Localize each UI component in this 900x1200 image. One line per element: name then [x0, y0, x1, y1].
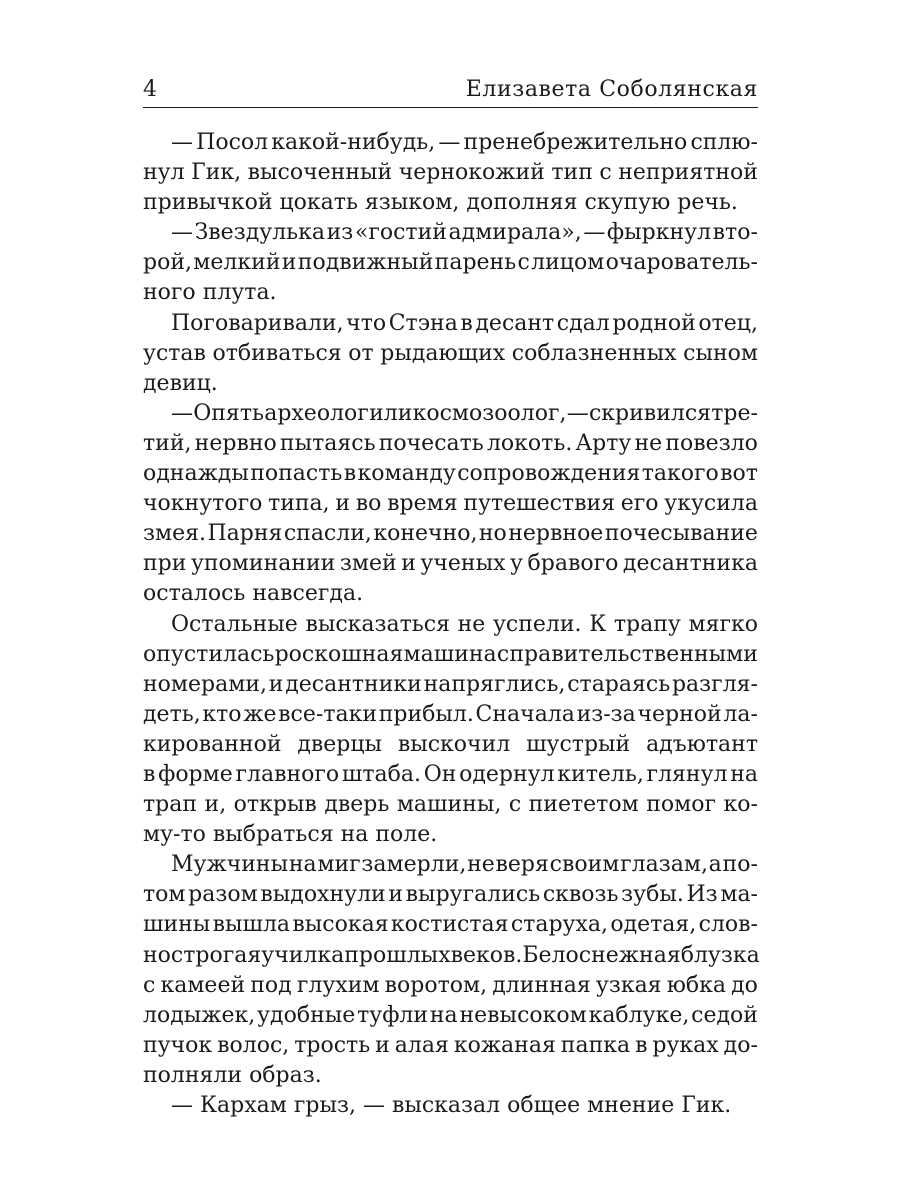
- word: штаба.: [341, 761, 421, 787]
- word: языком,: [364, 190, 467, 216]
- word: скривился: [588, 400, 712, 426]
- word: не: [467, 852, 495, 878]
- word: ма-: [720, 882, 758, 908]
- word: выбраться: [212, 822, 341, 848]
- word: фыркнул: [606, 220, 712, 246]
- word: рыдающих: [380, 340, 506, 366]
- word: сопровождения: [457, 461, 641, 487]
- word: замерли,: [361, 852, 467, 878]
- word: своим: [549, 852, 620, 878]
- word: высказал: [391, 1093, 508, 1118]
- word: змей: [339, 551, 397, 577]
- word: или: [369, 400, 413, 426]
- word: отбиваться: [212, 340, 342, 366]
- word: папка: [560, 1032, 631, 1058]
- word: высокая: [292, 912, 389, 938]
- page-number: 4: [143, 77, 158, 102]
- word: повезло: [665, 430, 758, 456]
- word: глянул: [646, 761, 728, 787]
- word: —: [566, 400, 589, 426]
- word: вот: [720, 461, 758, 487]
- word: десант: [475, 310, 555, 336]
- word: дверь: [324, 792, 390, 818]
- word: высоченный: [247, 160, 393, 186]
- word: не: [634, 430, 663, 456]
- word: —: [171, 400, 193, 426]
- word: номерами,: [143, 671, 268, 697]
- word: напряглись,: [423, 671, 566, 697]
- word: вто-: [712, 220, 758, 246]
- word: до: [731, 972, 758, 998]
- header-rule: [143, 107, 758, 108]
- word: туфли: [357, 1002, 429, 1028]
- word: космозоолог,: [412, 400, 567, 426]
- text-line: [143, 248, 758, 278]
- word: Он: [423, 761, 457, 787]
- text-line: [143, 971, 758, 1001]
- word: —: [362, 1093, 392, 1118]
- word: пытаясь: [279, 430, 376, 456]
- word: Гик.: [681, 1093, 732, 1118]
- word: привычкой: [143, 190, 280, 216]
- word: и: [268, 671, 284, 697]
- word: одетая,: [610, 912, 697, 938]
- word: стараясь: [567, 671, 671, 697]
- word: Из: [686, 882, 718, 908]
- word: Остальные: [171, 611, 298, 637]
- word: с: [508, 792, 522, 818]
- word: подвижный: [297, 250, 434, 276]
- text-line: [143, 1031, 758, 1061]
- word: на: [429, 1002, 458, 1028]
- word: пиететом: [528, 792, 639, 818]
- word: —: [171, 220, 193, 246]
- word: археолог: [264, 400, 369, 426]
- word: очарователь-: [605, 250, 758, 276]
- running-header: [143, 68, 758, 102]
- word: же: [243, 701, 277, 727]
- word: строгая: [170, 942, 262, 968]
- word: лицом: [531, 250, 605, 276]
- word: парень: [434, 250, 517, 276]
- word: разом: [188, 882, 258, 908]
- word: кто: [202, 701, 242, 727]
- word: трап: [143, 792, 198, 818]
- word: конечно,: [373, 521, 478, 547]
- word: при: [143, 551, 187, 577]
- word: пучок: [143, 1032, 213, 1058]
- word: сдал: [556, 310, 610, 336]
- word: училка: [261, 942, 345, 968]
- word: общее: [507, 1093, 588, 1118]
- word: шустрый: [526, 731, 631, 757]
- word: машины,: [396, 792, 502, 818]
- word: соблазненных: [511, 340, 677, 366]
- word: на: [288, 852, 317, 878]
- word: десантника: [622, 551, 758, 577]
- text-line: [143, 1001, 758, 1031]
- word: и: [388, 882, 404, 908]
- word: роскошная: [274, 641, 404, 667]
- word: миг: [317, 852, 361, 878]
- word: —: [171, 1093, 200, 1118]
- word: в: [460, 310, 473, 336]
- word: Арту: [575, 430, 632, 456]
- word: чернокожий: [398, 160, 545, 186]
- word: до-: [723, 1032, 758, 1058]
- word: речь.: [677, 190, 738, 216]
- word: том: [143, 882, 186, 908]
- text-line: [143, 670, 758, 700]
- word: правительственными: [509, 641, 758, 667]
- word: старуха,: [510, 912, 609, 938]
- text-line: [143, 218, 758, 248]
- word: адъютант: [646, 731, 758, 757]
- word: и: [401, 551, 416, 577]
- word: в: [635, 1032, 648, 1058]
- word: с: [517, 250, 530, 276]
- word: лодыжек,: [143, 1002, 256, 1028]
- word: время: [387, 491, 458, 517]
- word: на: [730, 761, 758, 787]
- word: дверцы: [297, 731, 383, 757]
- text-line: [143, 369, 758, 399]
- word: трапу: [613, 611, 681, 637]
- word: устав: [143, 340, 206, 366]
- word: невысоком: [459, 1002, 587, 1028]
- word: удобные: [257, 1002, 356, 1028]
- word: седой: [691, 1002, 758, 1028]
- word: выскочил: [397, 731, 511, 757]
- text-line: [143, 549, 758, 579]
- text-line: [143, 579, 758, 609]
- text-line: [143, 941, 758, 971]
- word: камеей: [160, 972, 246, 998]
- word: воротом,: [384, 972, 488, 998]
- word: в: [143, 761, 156, 787]
- word: тий,: [143, 430, 192, 456]
- word: почесать: [378, 430, 484, 456]
- word: и: [375, 1032, 390, 1058]
- word: —: [438, 130, 461, 155]
- word: пренебрежительно: [463, 130, 688, 155]
- word: волос,: [217, 1032, 290, 1058]
- word: глухим: [296, 972, 380, 998]
- word: с: [496, 641, 510, 667]
- word: из: [326, 220, 354, 246]
- word: грыз,: [293, 1093, 363, 1118]
- word: команду: [357, 461, 456, 487]
- word: локоть.: [486, 430, 573, 456]
- word: зубы.: [621, 882, 684, 908]
- word: змея.: [143, 521, 207, 547]
- word: что: [346, 310, 387, 336]
- word: опустилась: [143, 641, 275, 667]
- word: Сначала: [475, 701, 575, 727]
- word: чокнутого: [143, 491, 263, 517]
- word: тре-: [711, 400, 758, 426]
- text-line: [143, 1091, 758, 1121]
- word: нервно: [194, 430, 277, 456]
- word: образ.: [249, 1062, 322, 1088]
- word: с: [599, 160, 612, 186]
- text-line: [143, 158, 758, 188]
- word: все-таки: [278, 701, 378, 727]
- word: нул: [143, 160, 185, 186]
- word: Звездулька: [194, 220, 326, 246]
- word: адмирала»,: [448, 220, 582, 246]
- text-line: [143, 730, 758, 760]
- word: мнение: [587, 1093, 682, 1118]
- word: и: [335, 491, 351, 517]
- word: Поговаривали,: [171, 310, 344, 336]
- word: от: [348, 340, 374, 366]
- word: неприятной: [618, 160, 758, 186]
- word: Гик,: [191, 160, 242, 186]
- text-line: [143, 519, 758, 549]
- text-line: [143, 640, 758, 670]
- word: алая: [394, 1032, 449, 1058]
- text-line: [143, 188, 758, 218]
- word: прибыл.: [378, 701, 474, 727]
- word: юбка: [666, 972, 726, 998]
- word: ко-: [723, 792, 758, 818]
- word: прошлых: [344, 942, 451, 968]
- word: родной: [612, 310, 696, 336]
- word: а: [708, 852, 722, 878]
- word: попасть: [250, 461, 343, 487]
- word: сквозь: [542, 882, 619, 908]
- word: тип: [551, 160, 593, 186]
- text-line: [143, 880, 758, 910]
- word: ного: [143, 280, 203, 306]
- word: трость: [294, 1032, 371, 1058]
- text-line: [143, 700, 758, 730]
- text-line: [143, 820, 758, 850]
- word: костистая: [390, 912, 509, 938]
- word: ла-: [723, 701, 758, 727]
- text-line: [143, 1061, 758, 1091]
- word: успели.: [492, 611, 582, 637]
- text-line: [143, 910, 758, 940]
- word: во: [355, 491, 382, 517]
- word: форме: [158, 761, 233, 787]
- word: на: [340, 822, 376, 848]
- word: сплю-: [690, 130, 758, 155]
- word: из-за: [576, 701, 636, 727]
- word: длинная: [492, 972, 591, 998]
- word: кированной: [143, 731, 282, 757]
- word: руках: [652, 1032, 719, 1058]
- word: упоминании: [190, 551, 336, 577]
- word: веря: [495, 852, 549, 878]
- word: Кархам: [200, 1093, 294, 1118]
- word: главного: [235, 761, 340, 787]
- word: путешествия: [463, 491, 616, 517]
- word: осталось: [143, 581, 253, 607]
- body-text: [143, 128, 758, 1121]
- word: почесывание: [604, 521, 758, 547]
- word: плута.: [202, 280, 277, 306]
- word: открыв: [233, 792, 317, 818]
- word: и,: [204, 792, 227, 818]
- word: дополняя: [466, 190, 585, 216]
- word: мягко: [688, 611, 758, 637]
- word: навсегда.: [252, 581, 364, 607]
- word: черной: [637, 701, 722, 727]
- word: одернул: [459, 761, 555, 787]
- word: слов-: [698, 912, 758, 938]
- word: по-: [722, 852, 758, 878]
- word: Мужчины: [171, 852, 289, 878]
- word: «гостий: [354, 220, 447, 246]
- text-line: [143, 309, 758, 339]
- word: цокать: [279, 190, 365, 216]
- word: с: [143, 972, 156, 998]
- word: —: [171, 130, 193, 155]
- text-line: [143, 610, 758, 640]
- text-line: [143, 850, 758, 880]
- word: выругались: [405, 882, 541, 908]
- word: бравого: [527, 551, 619, 577]
- word: деть,: [143, 701, 201, 727]
- text-line: [143, 429, 758, 459]
- word: Опять: [193, 400, 264, 426]
- word: каблуке,: [588, 1002, 690, 1028]
- word: высказаться: [305, 611, 450, 637]
- word: десантники: [285, 671, 422, 697]
- word: глазам,: [620, 852, 708, 878]
- word: не: [457, 611, 486, 637]
- text-line: [143, 790, 758, 820]
- word: его: [620, 491, 659, 517]
- word: кожаная: [453, 1032, 556, 1058]
- word: Стэна: [388, 310, 458, 336]
- word: рой,: [143, 250, 192, 276]
- word: но: [478, 521, 507, 547]
- text-line: [143, 339, 758, 369]
- word: мелкий: [193, 250, 281, 276]
- word: К: [589, 611, 607, 637]
- word: ученых: [420, 551, 506, 577]
- word: поле.: [375, 822, 438, 848]
- word: нервное: [508, 521, 604, 547]
- word: и: [281, 250, 297, 276]
- text-line: [143, 399, 758, 429]
- word: в: [343, 461, 357, 487]
- text-line: [143, 760, 758, 790]
- word: шины: [143, 912, 211, 938]
- word: Посол: [196, 130, 269, 155]
- running-author: Елизавета Соболянская: [465, 77, 758, 102]
- word: веков.: [450, 942, 523, 968]
- word: Белоснежная: [522, 942, 681, 968]
- text-line: [143, 128, 758, 158]
- word: выдохнули: [260, 882, 386, 908]
- word: вышла: [212, 912, 291, 938]
- word: девиц.: [143, 370, 218, 396]
- word: сыном: [683, 340, 758, 366]
- word: разгля-: [671, 671, 758, 697]
- word: у: [510, 551, 523, 577]
- word: полняли: [143, 1062, 250, 1088]
- text-line: [143, 278, 758, 308]
- word: такого: [641, 461, 719, 487]
- text-line: [143, 489, 758, 519]
- word: однажды: [143, 461, 249, 487]
- word: Парня: [207, 521, 283, 547]
- word: укусила: [664, 491, 758, 517]
- word: спасли,: [283, 521, 372, 547]
- word: машина: [403, 641, 497, 667]
- word: узкая: [595, 972, 662, 998]
- word: блузка: [680, 942, 760, 968]
- word: какой-нибудь,: [271, 130, 436, 155]
- word: отец,: [698, 310, 758, 336]
- word: под: [250, 972, 292, 998]
- word: скупую: [584, 190, 678, 216]
- word: му-то: [143, 822, 213, 848]
- word: помог: [646, 792, 716, 818]
- word: —: [583, 220, 606, 246]
- word: типа,: [268, 491, 330, 517]
- word: китель,: [557, 761, 644, 787]
- text-line: [143, 459, 758, 489]
- word: но: [143, 942, 171, 968]
